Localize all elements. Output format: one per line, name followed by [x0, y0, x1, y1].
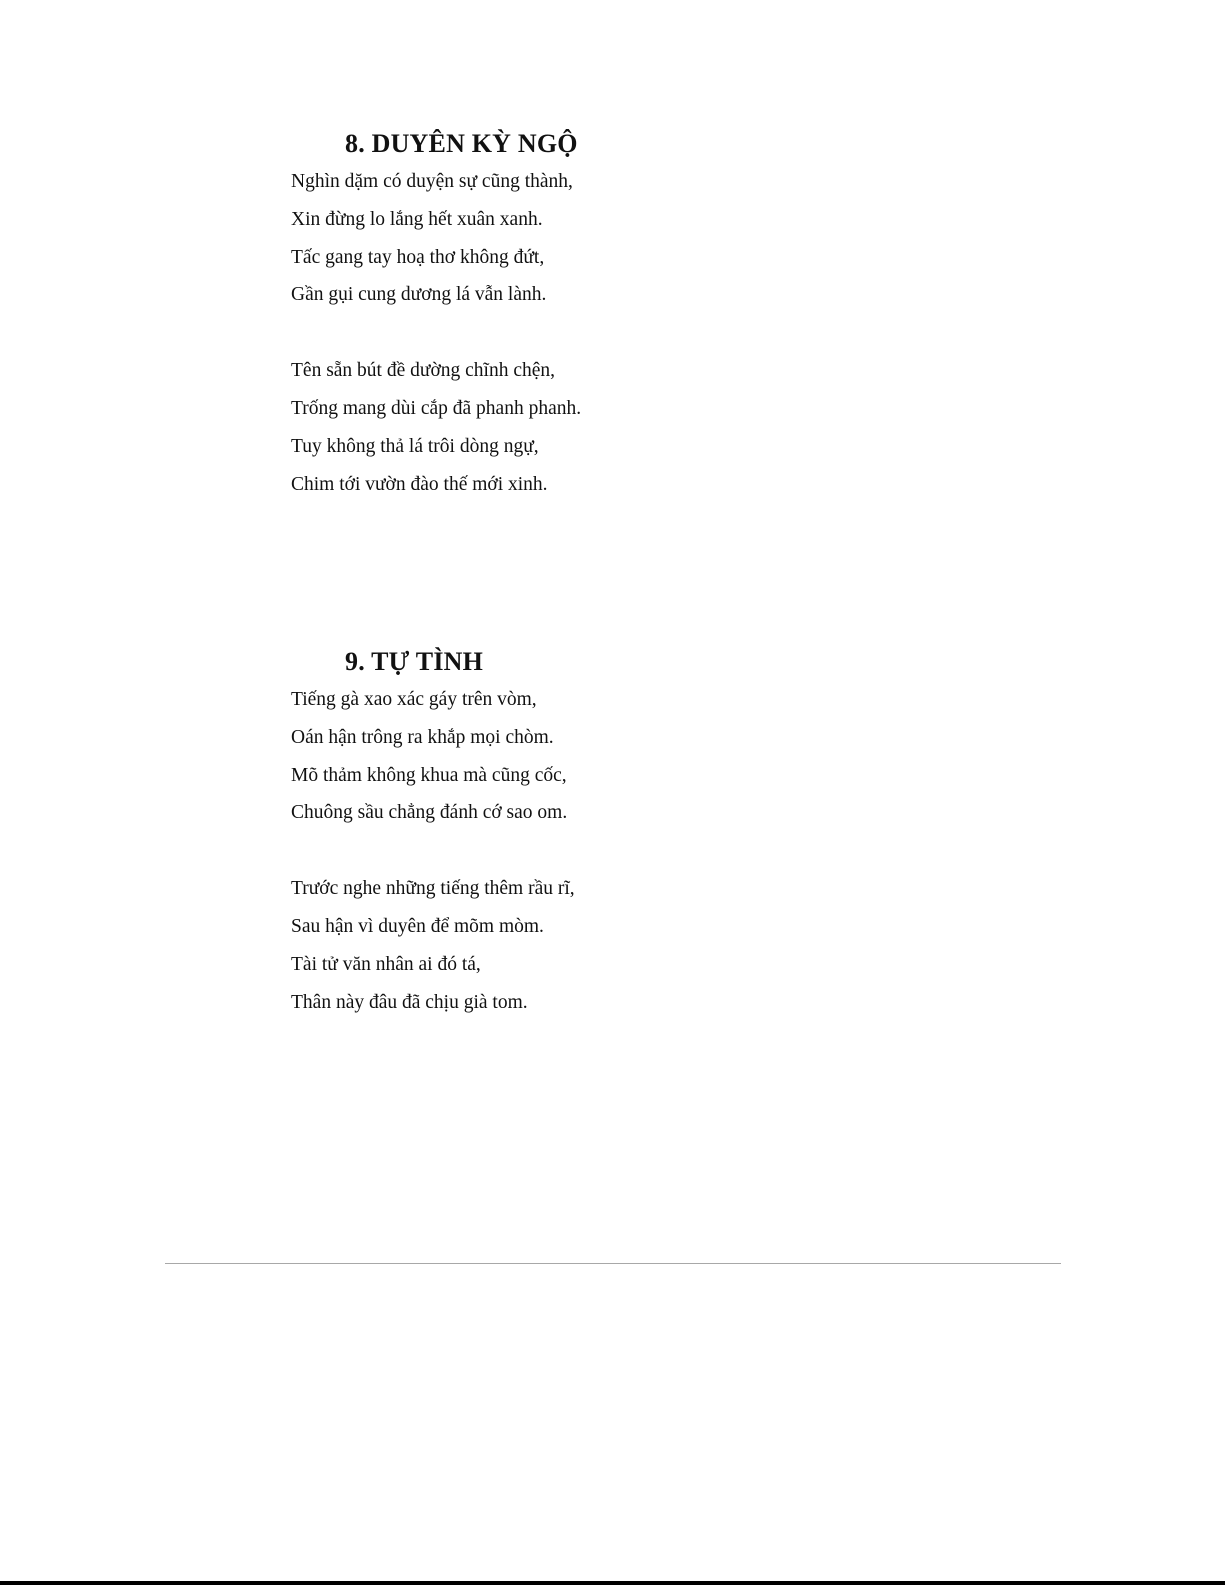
- verse-line: Tài tử văn nhân ai đó tá,: [291, 953, 481, 975]
- stanza: [291, 681, 575, 832]
- verse-line: Trống mang dùi cắp đã phanh phanh.: [291, 397, 582, 419]
- verse-line: Chuông sầu chẳng đánh cớ sao om.: [291, 802, 568, 824]
- poem-tu-tinh: [291, 645, 575, 1021]
- stanza: [291, 870, 575, 1021]
- verse-line: Tấc gang tay hoạ thơ không đứt,: [291, 246, 545, 268]
- verse-line: Tên sẵn bút đề dường chĩnh chện,: [291, 360, 556, 382]
- verse-line: Xin đừng lo lắng hết xuân xanh.: [291, 208, 543, 230]
- verse-line: Sau hận vì duyên để mõm mòm.: [291, 915, 544, 937]
- verse-line: Nghìn dặm có duyện sự cũng thành,: [291, 171, 573, 192]
- verse-line: Gần gụi cung dương lá vẫn lành.: [291, 284, 547, 306]
- stanza: [291, 352, 581, 503]
- footer-divider: [165, 1263, 1061, 1264]
- verse-line: Tuy không thả lá trôi dòng ngự,: [291, 435, 539, 457]
- poem-title: 8. DUYÊN KỲ NGỘ: [345, 129, 578, 158]
- poem-title: 9. TỰ TÌNH: [345, 647, 484, 676]
- verse-line: Chim tới vườn đào thế mới xinh.: [291, 473, 548, 495]
- verse-line: Tiếng gà xao xác gáy trên vòm,: [291, 689, 537, 710]
- stanza: [291, 163, 581, 314]
- verse-line: Thân này đâu đã chịu già tom.: [291, 991, 528, 1013]
- page-bottom-edge: [0, 1581, 1225, 1585]
- stanza-break: [291, 314, 581, 352]
- verse-line: Oán hận trông ra khắp mọi chòm.: [291, 726, 554, 748]
- verse-line: Trước nghe những tiếng thêm rầu rĩ,: [291, 878, 575, 900]
- poem-duyen-ky-ngo: [291, 127, 581, 503]
- verse-line: Mõ thảm không khua mà cũng cốc,: [291, 764, 567, 786]
- stanza-break: [291, 832, 575, 870]
